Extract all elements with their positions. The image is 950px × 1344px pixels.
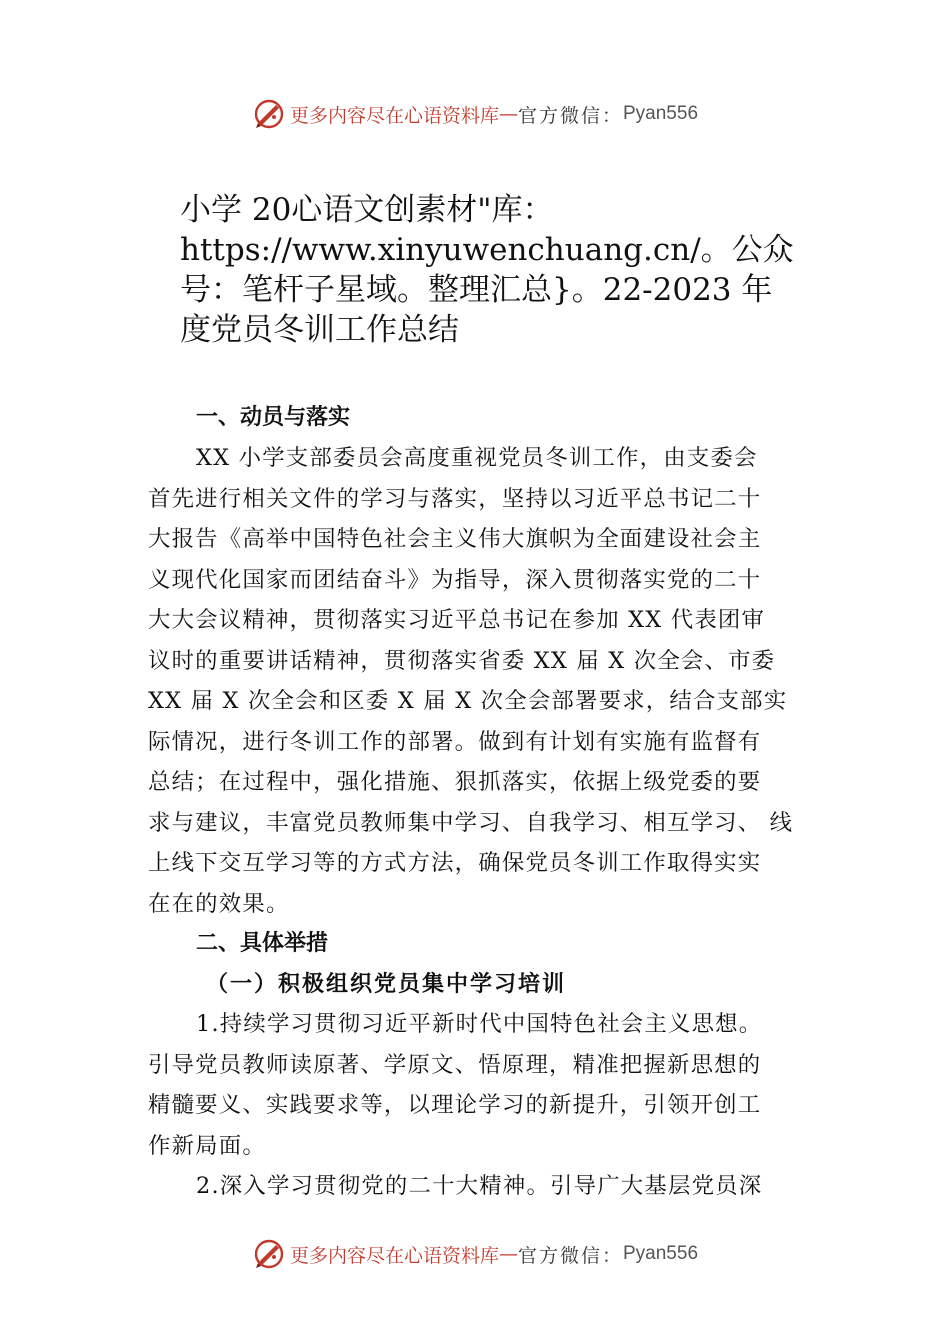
footer-brand-text: 更多内容尽在心语资料库 — [289, 1244, 499, 1267]
paragraph-line: XX 届 X 次全会和区委 X 届 X 次全会部署要求，结合支部实 — [148, 688, 788, 714]
pen-circle-logo-icon — [252, 1237, 286, 1271]
header-brand-text: 更多内容尽在心语资料库 — [289, 104, 499, 127]
paragraph-line: 大大会议精神，贯彻落实习近平总书记在参加 XX 代表团审 — [148, 607, 766, 633]
paragraph-line: 上线下交互学习等的方式方法，确保党员冬训工作取得实实 — [148, 850, 762, 876]
paragraph-line: 首先进行相关文件的学习与落实，坚持以习近平总书记二十 — [148, 485, 762, 512]
paragraph-line: 义现代化国家而团结奋斗》为指导，深入贯彻落实党的二十 — [148, 566, 762, 593]
item2-paragraph — [148, 1166, 818, 1207]
title-line: 小学 20心语文创素材"库： — [180, 192, 554, 228]
header-wechat-label: 官方微信： — [517, 104, 623, 127]
footer-banner — [0, 1232, 950, 1276]
header-wechat-id: Pyan556 — [623, 103, 699, 124]
document-body — [148, 398, 818, 1207]
title-line: 度党员冬训工作总结 — [180, 312, 459, 348]
title-line: 号：笔杆子星域。整理汇总}。22-2023 年 — [180, 272, 773, 308]
paragraph-line: 1.持续学习贯彻习近平新时代中国特色社会主义思想。 — [196, 1011, 763, 1037]
paragraph-line: XX 小学支部委员会高度重视党员冬训工作，由支委会 — [196, 445, 758, 471]
section-heading-2: 二、具体举措 — [196, 931, 329, 956]
footer-dash: — — [498, 1243, 518, 1265]
section-heading-1: 一、动员与落实 — [196, 405, 351, 430]
header-banner — [0, 92, 950, 136]
item1-paragraph — [148, 1004, 818, 1166]
section1-paragraph — [148, 438, 818, 924]
paragraph-line: 际情况，进行冬训工作的部署。做到有计划有实施有监督有 — [148, 728, 762, 755]
title-line: https://www.xinyuwenchuang.cn/。公众 — [180, 232, 794, 268]
paragraph-line: 求与建议，丰富党员教师集中学习、自我学习、相互学习、 线 — [148, 809, 794, 836]
paragraph-line: 议时的重要讲话精神，贯彻落实省委 XX 届 X 次全会、市委 — [148, 647, 776, 674]
footer-wechat-id: Pyan556 — [623, 1243, 699, 1264]
header-dash: — — [498, 103, 518, 125]
pen-circle-logo-icon — [252, 97, 286, 131]
paragraph-line: 精髓要义、实践要求等，以理论学习的新提升，引领开创工 — [148, 1092, 762, 1118]
paragraph-line: 大报告《高举中国特色社会主义伟大旗帜为全面建设社会主 — [148, 526, 762, 552]
subsection-heading-1: （一）积极组织党员集中学习培训 — [206, 971, 567, 997]
paragraph-line: 作新局面。 — [148, 1132, 266, 1159]
paragraph-line: 2.深入学习贯彻党的二十大精神。引导广大基层党员深 — [196, 1173, 763, 1199]
paragraph-line: 总结；在过程中，强化措施、狠抓落实，依据上级党委的要 — [148, 769, 762, 795]
document-title — [180, 190, 840, 350]
footer-wechat-label: 官方微信： — [517, 1244, 623, 1267]
paragraph-line: 引导党员教师读原著、学原文、悟原理，精准把握新思想的 — [148, 1051, 762, 1078]
paragraph-line: 在在的效果。 — [148, 890, 290, 917]
